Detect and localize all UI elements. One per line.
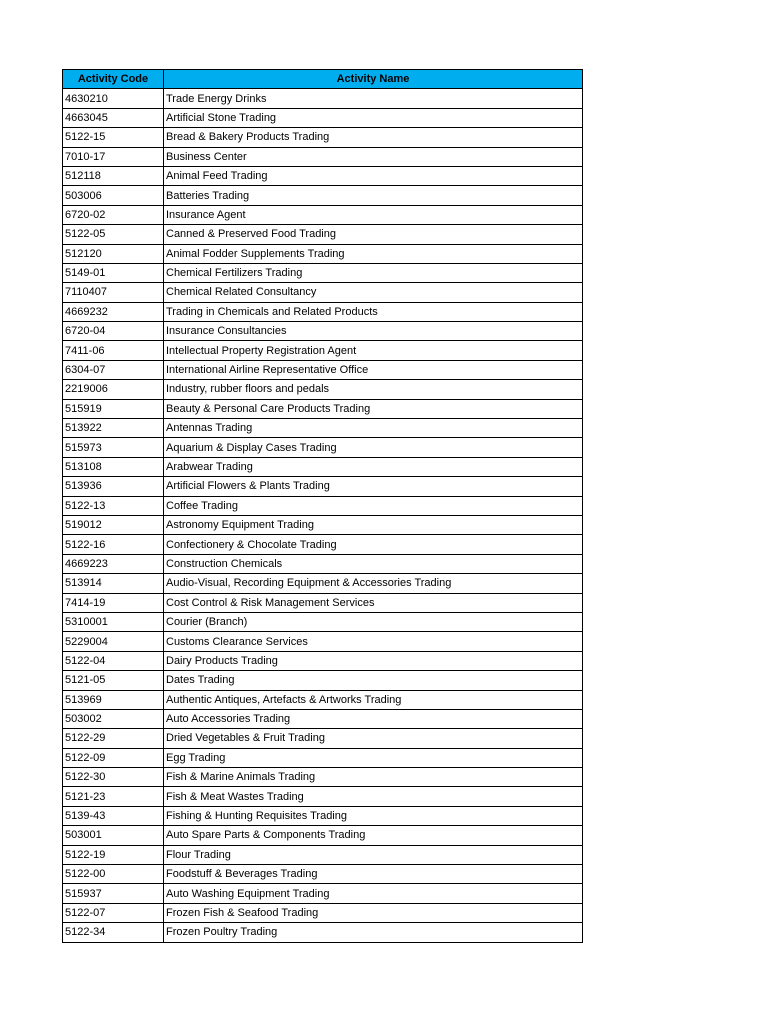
table-row	[63, 496, 583, 515]
activity-code-cell: 6720-02	[63, 205, 164, 224]
activity-code-cell: 5121-05	[63, 671, 164, 690]
activity-name-cell: Customs Clearance Services	[164, 632, 583, 651]
activity-code-cell: 4630210	[63, 89, 164, 108]
activity-code-cell: 4669223	[63, 554, 164, 573]
activity-code-cell: 5122-15	[63, 128, 164, 147]
activity-code-cell: 519012	[63, 515, 164, 534]
activity-code-cell: 6720-04	[63, 322, 164, 341]
table-row	[63, 244, 583, 263]
table-row	[63, 593, 583, 612]
activity-name-cell: International Airline Representative Office	[164, 360, 583, 379]
table-row	[63, 554, 583, 573]
activity-code-cell: 5310001	[63, 612, 164, 631]
activity-name-cell: Auto Accessories Trading	[164, 709, 583, 728]
activity-name-cell: Construction Chemicals	[164, 554, 583, 573]
activity-name-cell: Astronomy Equipment Trading	[164, 515, 583, 534]
activity-name-cell: Dairy Products Trading	[164, 651, 583, 670]
activity-name-cell: Insurance Consultancies	[164, 322, 583, 341]
activity-name-cell: Arabwear Trading	[164, 457, 583, 476]
activity-name-cell: Confectionery & Chocolate Trading	[164, 535, 583, 554]
table-row	[63, 768, 583, 787]
activity-code-cell: 5229004	[63, 632, 164, 651]
activity-code-cell: 512120	[63, 244, 164, 263]
table-row	[63, 283, 583, 302]
table-row	[63, 612, 583, 631]
activity-name-cell: Foodstuff & Beverages Trading	[164, 865, 583, 884]
table-row	[63, 787, 583, 806]
activity-code-cell: 7411-06	[63, 341, 164, 360]
table-row	[63, 690, 583, 709]
activity-code-cell: 5122-05	[63, 225, 164, 244]
activity-code-cell: 5139-43	[63, 806, 164, 825]
activity-table	[62, 69, 583, 943]
table-row	[63, 729, 583, 748]
activity-code-cell: 5122-34	[63, 923, 164, 942]
table-body	[63, 89, 583, 942]
table-row	[63, 632, 583, 651]
activity-code-cell: 515937	[63, 884, 164, 903]
table-row	[63, 302, 583, 321]
table-row	[63, 806, 583, 825]
table-row	[63, 322, 583, 341]
activity-name-cell: Intellectual Property Registration Agent	[164, 341, 583, 360]
activity-name-cell: Frozen Fish & Seafood Trading	[164, 903, 583, 922]
activity-code-cell: 5122-16	[63, 535, 164, 554]
activity-name-cell: Trading in Chemicals and Related Products	[164, 302, 583, 321]
activity-name-cell: Insurance Agent	[164, 205, 583, 224]
table-row	[63, 205, 583, 224]
activity-name-cell: Trade Energy Drinks	[164, 89, 583, 108]
table-row	[63, 186, 583, 205]
table-row	[63, 748, 583, 767]
activity-name-cell: Frozen Poultry Trading	[164, 923, 583, 942]
table-row	[63, 903, 583, 922]
activity-name-cell: Animal Fodder Supplements Trading	[164, 244, 583, 263]
activity-code-cell: 5149-01	[63, 263, 164, 282]
activity-name-cell: Dates Trading	[164, 671, 583, 690]
activity-name-cell: Dried Vegetables & Fruit Trading	[164, 729, 583, 748]
table-row	[63, 166, 583, 185]
activity-name-cell: Artificial Stone Trading	[164, 108, 583, 127]
table-row	[63, 671, 583, 690]
activity-name-cell: Authentic Antiques, Artefacts & Artworks Trading	[164, 690, 583, 709]
table-row	[63, 128, 583, 147]
activity-name-cell: Business Center	[164, 147, 583, 166]
activity-name-cell: Fish & Marine Animals Trading	[164, 768, 583, 787]
activity-code-cell: 513108	[63, 457, 164, 476]
activity-name-cell: Coffee Trading	[164, 496, 583, 515]
activity-name-cell: Bread & Bakery Products Trading	[164, 128, 583, 147]
activity-code-cell: 5122-30	[63, 768, 164, 787]
activity-name-cell: Cost Control & Risk Management Services	[164, 593, 583, 612]
activity-name-cell: Canned & Preserved Food Trading	[164, 225, 583, 244]
table-row	[63, 147, 583, 166]
table-row	[63, 108, 583, 127]
activity-code-cell: 4663045	[63, 108, 164, 127]
activity-code-cell: 5122-29	[63, 729, 164, 748]
activity-code-cell: 7110407	[63, 283, 164, 302]
activity-code-cell: 513914	[63, 574, 164, 593]
activity-name-cell: Chemical Related Consultancy	[164, 283, 583, 302]
activity-code-cell: 503002	[63, 709, 164, 728]
table-row	[63, 865, 583, 884]
table-row	[63, 923, 583, 942]
table-row	[63, 651, 583, 670]
table-row	[63, 360, 583, 379]
column-header-activity-code: Activity Code	[63, 70, 164, 89]
activity-code-cell: 515919	[63, 399, 164, 418]
activity-name-cell: Industry, rubber floors and pedals	[164, 380, 583, 399]
table-row	[63, 380, 583, 399]
activity-code-cell: 7414-19	[63, 593, 164, 612]
activity-code-cell: 5122-13	[63, 496, 164, 515]
activity-code-cell: 5122-19	[63, 845, 164, 864]
activity-name-cell: Batteries Trading	[164, 186, 583, 205]
table-row	[63, 515, 583, 534]
activity-code-cell: 513969	[63, 690, 164, 709]
activity-name-cell: Flour Trading	[164, 845, 583, 864]
activity-code-cell: 515973	[63, 438, 164, 457]
table-row	[63, 263, 583, 282]
table-row	[63, 457, 583, 476]
activity-name-cell: Audio-Visual, Recording Equipment & Accessories Trading	[164, 574, 583, 593]
table-row	[63, 399, 583, 418]
activity-name-cell: Chemical Fertilizers Trading	[164, 263, 583, 282]
activity-name-cell: Antennas Trading	[164, 419, 583, 438]
activity-name-cell: Fish & Meat Wastes Trading	[164, 787, 583, 806]
activity-name-cell: Beauty & Personal Care Products Trading	[164, 399, 583, 418]
activity-code-cell: 5122-04	[63, 651, 164, 670]
table-row	[63, 574, 583, 593]
activity-code-cell: 4669232	[63, 302, 164, 321]
activity-code-cell: 6304-07	[63, 360, 164, 379]
activity-code-cell: 512118	[63, 166, 164, 185]
activity-code-cell: 5122-00	[63, 865, 164, 884]
table-row	[63, 845, 583, 864]
activity-code-cell: 513936	[63, 477, 164, 496]
activity-name-cell: Courier (Branch)	[164, 612, 583, 631]
activity-code-cell: 503006	[63, 186, 164, 205]
activity-code-cell: 2219006	[63, 380, 164, 399]
activity-code-cell: 5122-09	[63, 748, 164, 767]
table-row	[63, 709, 583, 728]
activity-name-cell: Fishing & Hunting Requisites Trading	[164, 806, 583, 825]
table-row	[63, 477, 583, 496]
column-header-activity-name: Activity Name	[164, 70, 583, 89]
table-row	[63, 535, 583, 554]
activity-code-cell: 503001	[63, 826, 164, 845]
activity-name-cell: Artificial Flowers & Plants Trading	[164, 477, 583, 496]
activity-name-cell: Aquarium & Display Cases Trading	[164, 438, 583, 457]
activity-name-cell: Auto Spare Parts & Components Trading	[164, 826, 583, 845]
activity-code-cell: 5122-07	[63, 903, 164, 922]
table-header-row	[63, 70, 583, 89]
table-row	[63, 225, 583, 244]
table-row	[63, 438, 583, 457]
activity-name-cell: Animal Feed Trading	[164, 166, 583, 185]
activity-code-cell: 5121-23	[63, 787, 164, 806]
table-row	[63, 419, 583, 438]
activity-name-cell: Auto Washing Equipment Trading	[164, 884, 583, 903]
activity-code-cell: 513922	[63, 419, 164, 438]
activity-code-cell: 7010-17	[63, 147, 164, 166]
table-row	[63, 89, 583, 108]
activity-name-cell: Egg Trading	[164, 748, 583, 767]
table-row	[63, 826, 583, 845]
table-row	[63, 884, 583, 903]
table-row	[63, 341, 583, 360]
